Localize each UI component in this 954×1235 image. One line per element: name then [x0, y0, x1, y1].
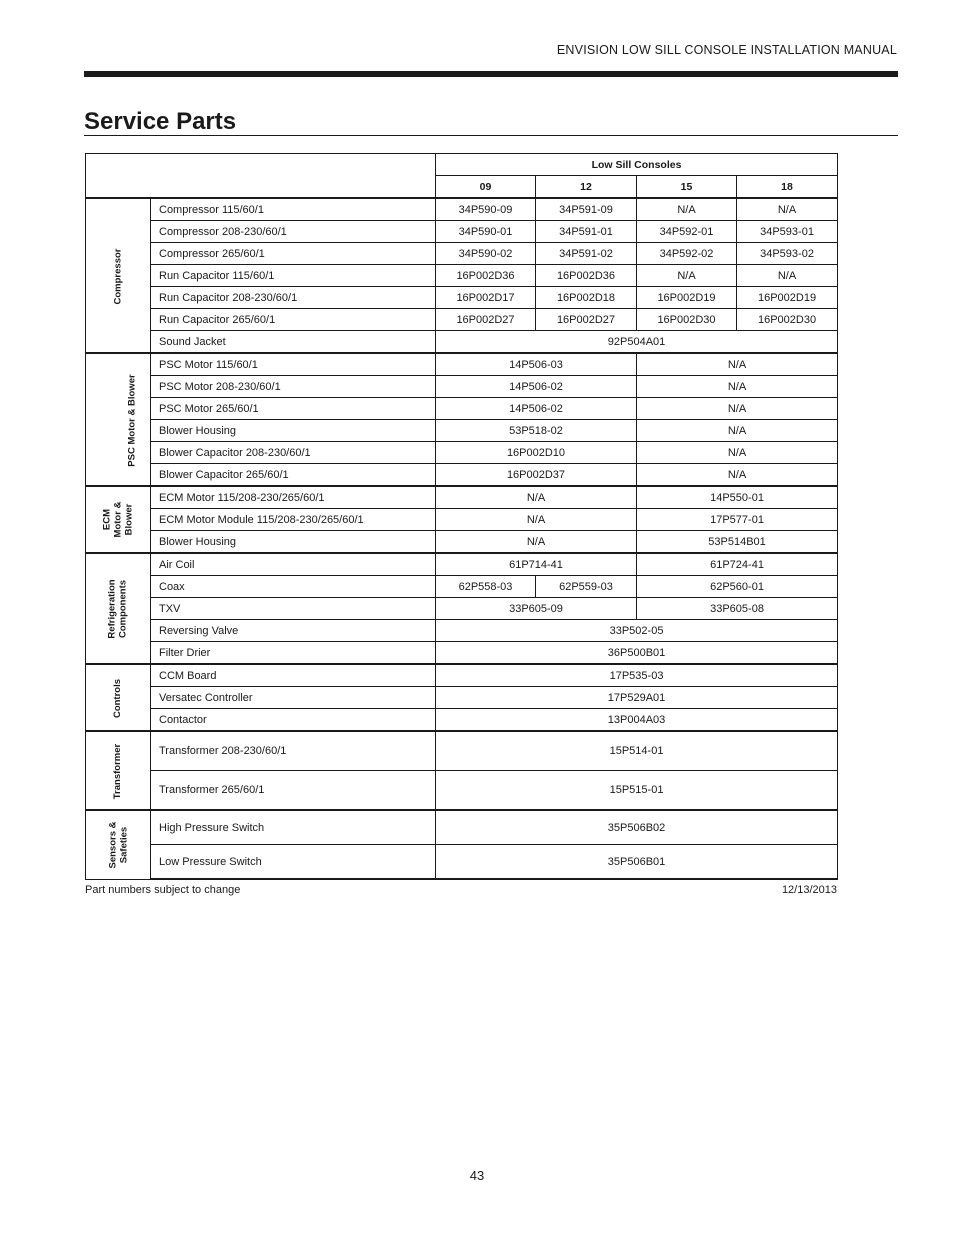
column-header: 15: [637, 176, 737, 199]
table-row: [86, 331, 838, 354]
column-header: 12: [536, 176, 637, 199]
part-number: 33P605-09: [436, 598, 637, 620]
category-label: [107, 579, 129, 638]
table-row: [86, 243, 838, 265]
part-number: N/A: [436, 531, 637, 554]
part-label: Blower Capacitor 265/60/1: [151, 464, 436, 487]
part-label: Blower Housing: [151, 420, 436, 442]
table-row: [86, 531, 838, 554]
part-number: N/A: [737, 198, 838, 221]
part-number: 16P002D36: [436, 265, 536, 287]
part-number: N/A: [637, 265, 737, 287]
part-number: N/A: [637, 376, 838, 398]
part-label: Compressor 208-230/60/1: [151, 221, 436, 243]
part-label: Low Pressure Switch: [151, 845, 436, 880]
category-label-line: Sensors &: [107, 821, 118, 869]
table-row: [86, 642, 838, 665]
part-label: Blower Housing: [151, 531, 436, 554]
title-rule: [84, 135, 898, 136]
part-number: N/A: [637, 398, 838, 420]
part-label: ECM Motor 115/208-230/265/60/1: [151, 486, 436, 509]
footnote: Part numbers subject to change: [85, 884, 241, 896]
part-number: 14P506-02: [436, 398, 637, 420]
part-label: Blower Capacitor 208-230/60/1: [151, 442, 436, 464]
part-number: 34P591-09: [536, 198, 637, 221]
category-refrigeration-components: [86, 553, 151, 664]
group-header: Low Sill Consoles: [436, 154, 838, 176]
table-row: [86, 598, 838, 620]
part-label: Air Coil: [151, 553, 436, 576]
part-number: 14P506-02: [436, 376, 637, 398]
part-number: 92P504A01: [436, 331, 838, 354]
part-number: N/A: [637, 442, 838, 464]
part-number: 34P590-01: [436, 221, 536, 243]
table-row: [86, 221, 838, 243]
part-number: N/A: [637, 464, 838, 487]
part-label: Contactor: [151, 709, 436, 732]
part-number: 34P593-01: [737, 221, 838, 243]
category-label: Controls: [112, 678, 124, 718]
table-row: [86, 810, 838, 845]
part-label: High Pressure Switch: [151, 810, 436, 845]
part-number: 61P714-41: [436, 553, 637, 576]
manual-title: ENVISION LOW SILL CONSOLE INSTALLATION MANUAL: [556, 43, 897, 57]
part-number: 16P002D10: [436, 442, 637, 464]
table-row: [86, 687, 838, 709]
part-number: N/A: [737, 265, 838, 287]
category-label: Transformer: [112, 743, 124, 799]
part-label: Filter Drier: [151, 642, 436, 665]
part-number: 17P535-03: [436, 664, 838, 687]
category-label: [101, 502, 134, 538]
column-header: 09: [436, 176, 536, 199]
table-row: [86, 309, 838, 331]
part-label: PSC Motor 208-230/60/1: [151, 376, 436, 398]
table-row: [86, 771, 838, 811]
part-number: 36P500B01: [436, 642, 838, 665]
part-number: N/A: [637, 420, 838, 442]
part-label: Transformer 265/60/1: [151, 771, 436, 811]
part-number: 16P002D19: [637, 287, 737, 309]
part-number: 15P514-01: [436, 731, 838, 771]
table-row: [86, 620, 838, 642]
header-rule: [84, 71, 898, 77]
part-number: 15P515-01: [436, 771, 838, 811]
part-number: 62P560-01: [637, 576, 838, 598]
table-row: [86, 486, 838, 509]
table-row: [86, 664, 838, 687]
part-number: 13P004A03: [436, 709, 838, 732]
part-label: Coax: [151, 576, 436, 598]
part-number: 34P591-01: [536, 221, 637, 243]
table-row: [86, 198, 838, 221]
part-number: 34P591-02: [536, 243, 637, 265]
category-label-line: Motor &: [112, 501, 124, 538]
part-number: 14P506-03: [436, 353, 637, 376]
table-row: [86, 398, 838, 420]
part-number: 17P529A01: [436, 687, 838, 709]
part-number: N/A: [436, 509, 637, 531]
part-number: 16P002D18: [536, 287, 637, 309]
table-row: [86, 731, 838, 771]
part-label: CCM Board: [151, 664, 436, 687]
part-number: 34P592-01: [637, 221, 737, 243]
part-label: PSC Motor 265/60/1: [151, 398, 436, 420]
revision-date: 12/13/2013: [781, 884, 837, 896]
part-number: 61P724-41: [637, 553, 838, 576]
part-number: 35P506B01: [436, 845, 838, 880]
part-label: Reversing Valve: [151, 620, 436, 642]
category-label: Compressor: [112, 248, 124, 304]
part-label: Sound Jacket: [151, 331, 436, 354]
table-row: [86, 376, 838, 398]
table-row: [86, 442, 838, 464]
part-number: N/A: [637, 353, 838, 376]
category-ecm-motor-blower: [86, 486, 151, 553]
part-number: N/A: [637, 198, 737, 221]
part-number: 62P558-03: [436, 576, 536, 598]
table-row: [86, 287, 838, 309]
part-label: Transformer 208-230/60/1: [151, 731, 436, 771]
page-number: 43: [469, 1168, 485, 1183]
part-number: 34P590-02: [436, 243, 536, 265]
part-number: 16P002D27: [436, 309, 536, 331]
part-number: 16P002D30: [737, 309, 838, 331]
table-header-row: [86, 154, 838, 176]
part-number: 17P577-01: [637, 509, 838, 531]
part-label: Compressor 115/60/1: [151, 198, 436, 221]
part-label: ECM Motor Module 115/208-230/265/60/1: [151, 509, 436, 531]
category-label: [107, 821, 129, 868]
part-number: 16P002D30: [637, 309, 737, 331]
part-number: 16P002D37: [436, 464, 637, 487]
part-number: 62P559-03: [536, 576, 637, 598]
category-transformer: [86, 731, 151, 810]
part-number: 16P002D36: [536, 265, 637, 287]
category-compressor: [86, 198, 151, 353]
part-label: PSC Motor 115/60/1: [151, 353, 436, 376]
category-label-line: Components: [118, 579, 129, 638]
table-row: [86, 576, 838, 598]
table-row: [86, 509, 838, 531]
table-row: [86, 353, 838, 376]
category-psc-motor-blower: [86, 353, 151, 486]
column-header: 18: [737, 176, 838, 199]
part-label: Run Capacitor 265/60/1: [151, 309, 436, 331]
part-number: 34P593-02: [737, 243, 838, 265]
part-number: 53P518-02: [436, 420, 637, 442]
category-label-line: Refrigeration: [107, 578, 118, 639]
part-number: 53P514B01: [637, 531, 838, 554]
table-row: [86, 265, 838, 287]
part-number: 16P002D27: [536, 309, 637, 331]
table-row: [86, 709, 838, 732]
part-number: 33P502-05: [436, 620, 838, 642]
part-label: Run Capacitor 208-230/60/1: [151, 287, 436, 309]
part-number: 16P002D19: [737, 287, 838, 309]
table-row: [86, 464, 838, 487]
part-number: 33P605-08: [637, 598, 838, 620]
table-row: [86, 420, 838, 442]
part-label: TXV: [151, 598, 436, 620]
category-label-line: Blower: [123, 503, 135, 536]
header-blank-cell: [86, 154, 436, 199]
table-row: [86, 553, 838, 576]
part-label: Versatec Controller: [151, 687, 436, 709]
table-row: [86, 845, 838, 880]
category-sensors-safeties: [86, 810, 151, 879]
category-label-line: Safeties: [118, 826, 129, 863]
part-number: 14P550-01: [637, 486, 838, 509]
part-number: N/A: [436, 486, 637, 509]
category-label: PSC Motor & Blower: [126, 373, 138, 467]
part-number: 34P592-02: [637, 243, 737, 265]
part-number: 34P590-09: [436, 198, 536, 221]
page-title: Service Parts: [84, 108, 237, 135]
part-label: Compressor 265/60/1: [151, 243, 436, 265]
category-label-line: ECM: [101, 508, 113, 531]
category-controls: [86, 664, 151, 731]
part-label: Run Capacitor 115/60/1: [151, 265, 436, 287]
service-parts-table: [85, 153, 838, 880]
part-number: 35P506B02: [436, 810, 838, 845]
part-number: 16P002D17: [436, 287, 536, 309]
